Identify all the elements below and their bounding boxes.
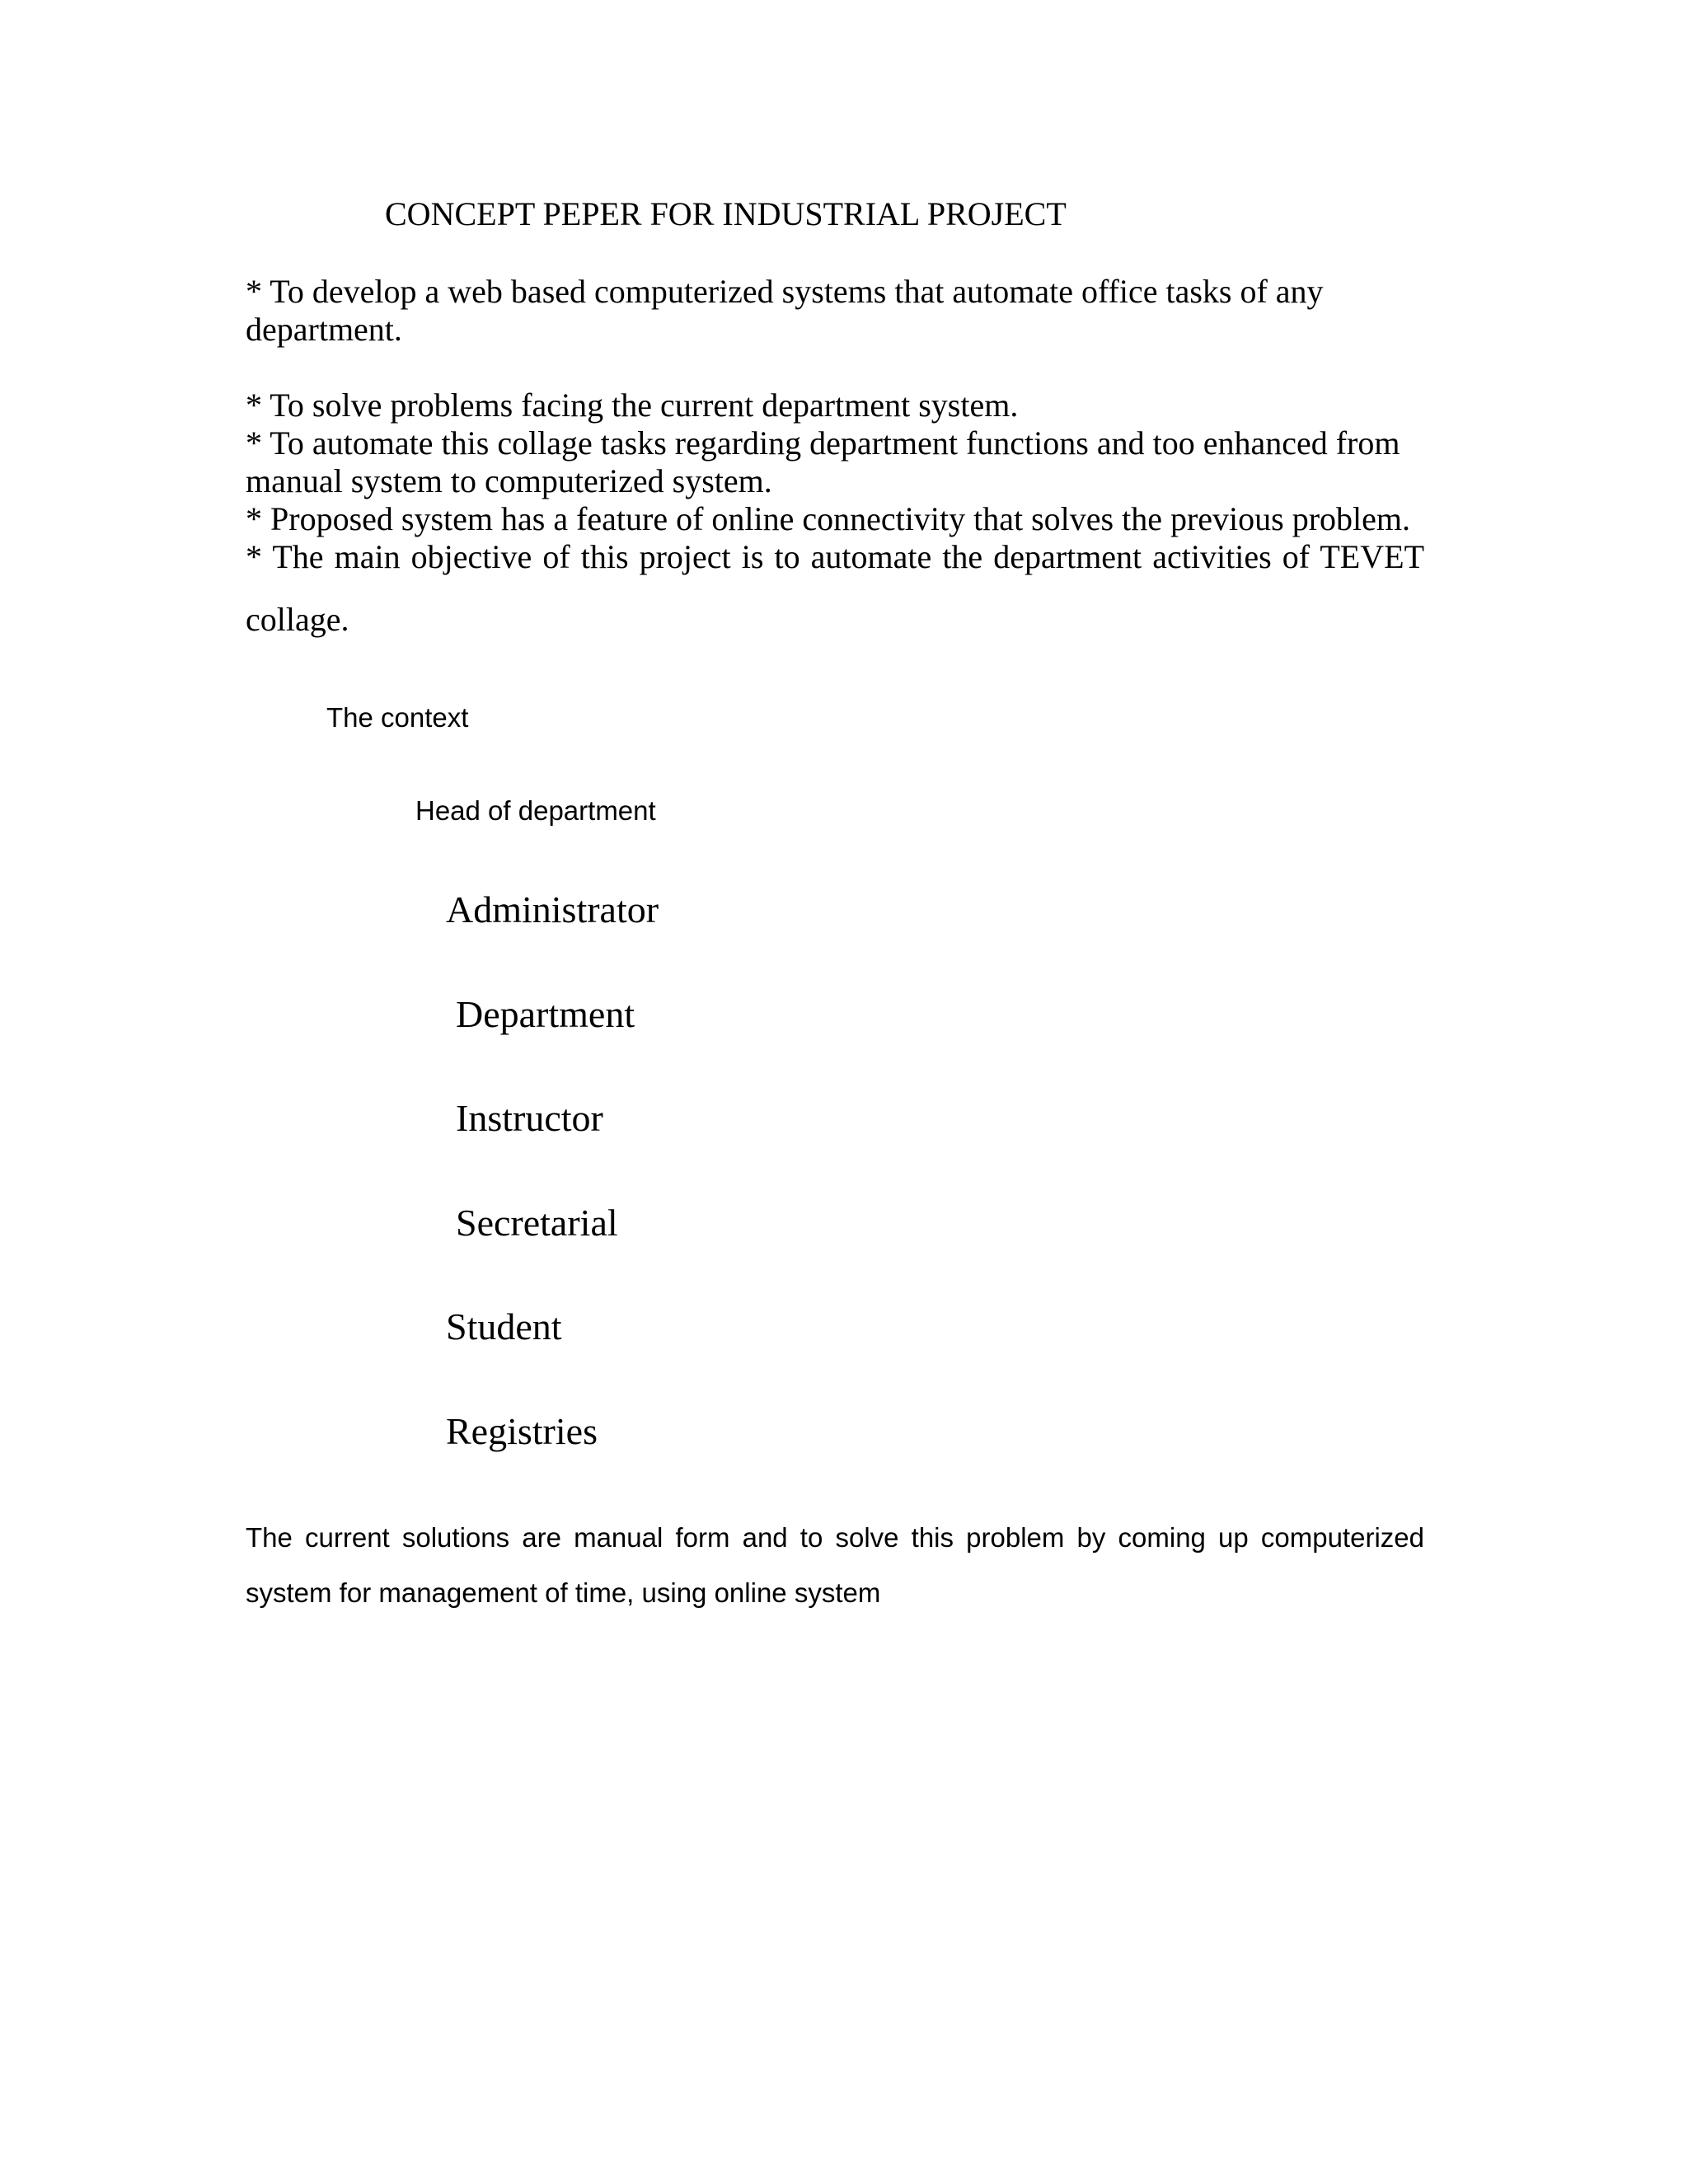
entity-secretarial: Secretarial [456,1202,618,1244]
context-head-label: Head of department [415,795,656,826]
objective-continuation: collage. [246,601,349,638]
objectives-list [246,387,1424,576]
entity-administrator: Administrator [446,888,659,930]
closing-paragraph: The current solutions are manual form and to solve this problem by coming up computerized system for management of time, using online system [246,1522,1424,1608]
document-title: CONCEPT PEPER FOR INDUSTRIAL PROJECT [385,195,1067,232]
objective-item: * Proposed system has a feature of online connectivity that solves the previous problem. [246,500,1411,537]
entity-instructor: Instructor [456,1097,603,1139]
entity-department: Department [456,993,635,1035]
entity-student: Student [446,1305,562,1347]
objective-item: * To develop a web based computerized systems that automate office tasks of any department. [246,273,1324,348]
objective-item: * The main objective of this project is to automate the department activities of TEVET [246,538,1424,575]
objective-item: * To automate this collage tasks regarding department functions and too enhanced from manual system to computerized system. [246,424,1400,499]
context-label: The context [326,702,469,733]
entity-registries: Registries [446,1410,598,1452]
objective-item: * To solve problems facing the current department system. [246,387,1019,424]
